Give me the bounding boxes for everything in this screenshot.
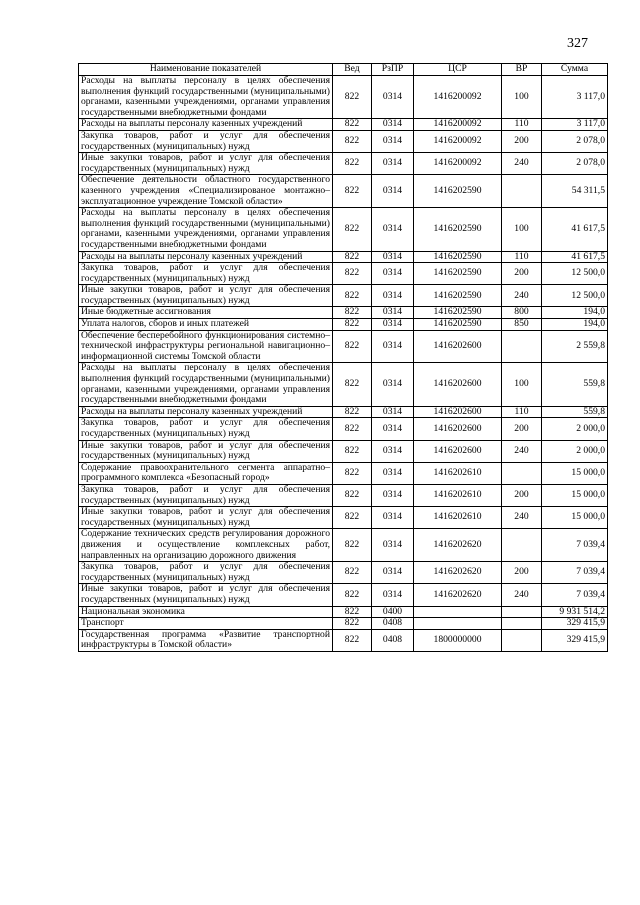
row-name: Расходы на выплаты персоналу в целях обеспечения выполнения функций государственными (муниципальными) органами, казенными учреждениями, органами управления государственными внебюджетными фондами [79,363,333,406]
table-row [79,285,608,307]
row-name: Иные закупки товаров, работ и услуг для обеспечения государственных (муниципальных) нужд [79,440,333,462]
row-ved: 822 [333,119,372,131]
row-csr: 1416202620 [414,584,502,606]
table-body [79,76,608,652]
row-csr: 1416202590 [414,251,502,263]
row-vr: 240 [502,153,542,175]
row-sum: 3 117,0 [542,76,608,119]
row-name: Закупка товаров, работ и услуг для обеспечения государственных (муниципальных) нужд [79,418,333,440]
row-ved: 822 [333,618,372,630]
row-vr [502,629,542,651]
row-sum: 2 078,0 [542,153,608,175]
table-row [79,584,608,606]
row-csr: 1416202590 [414,208,502,251]
row-name: Обеспечение бесперебойного функционирования системно–технической инфраструктуры региональной навигационно–информационной системы Томской области [79,330,333,363]
row-vr: 200 [502,418,542,440]
table-row [79,175,608,208]
table-row [79,76,608,119]
row-sum: 329 415,9 [542,618,608,630]
row-name: Государственная программа «Развитие транспортной инфраструктуры в Томской области» [79,629,333,651]
row-csr: 1416200092 [414,76,502,119]
row-sum: 2 000,0 [542,440,608,462]
row-sum: 2 078,0 [542,130,608,152]
row-ved: 822 [333,285,372,307]
table-row [79,440,608,462]
table-row [79,462,608,484]
row-csr: 1416202620 [414,529,502,562]
row-name: Расходы на выплаты персоналу казенных учреждений [79,251,333,263]
row-sum: 7 039,4 [542,529,608,562]
row-csr: 1416202610 [414,507,502,529]
row-ved: 822 [333,363,372,406]
table-row [79,529,608,562]
row-ved: 822 [333,606,372,618]
row-rzpr: 0314 [372,462,414,484]
row-name: Транспорт [79,618,333,630]
row-rzpr: 0314 [372,440,414,462]
row-rzpr: 0400 [372,606,414,618]
row-vr: 200 [502,130,542,152]
budget-table [78,63,608,652]
table-row [79,418,608,440]
row-vr [502,529,542,562]
row-rzpr: 0314 [372,418,414,440]
row-rzpr: 0314 [372,406,414,418]
row-vr [502,606,542,618]
table-row [79,208,608,251]
row-rzpr: 0314 [372,119,414,131]
row-vr: 800 [502,307,542,319]
row-rzpr: 0314 [372,330,414,363]
row-sum: 15 000,0 [542,484,608,506]
row-ved: 822 [333,251,372,263]
row-csr: 1416202610 [414,484,502,506]
row-vr [502,330,542,363]
row-rzpr: 0314 [372,507,414,529]
row-vr: 110 [502,119,542,131]
row-sum: 15 000,0 [542,462,608,484]
row-vr: 240 [502,507,542,529]
row-ved: 822 [333,507,372,529]
row-vr: 100 [502,363,542,406]
row-ved: 822 [333,175,372,208]
row-ved: 822 [333,584,372,606]
row-name: Иные закупки товаров, работ и услуг для обеспечения государственных (муниципальных) нужд [79,153,333,175]
row-ved: 822 [333,307,372,319]
row-ved: 822 [333,130,372,152]
row-ved: 822 [333,440,372,462]
row-sum: 2 000,0 [542,418,608,440]
row-vr: 100 [502,76,542,119]
row-csr [414,606,502,618]
table-row [79,130,608,152]
table-row [79,606,608,618]
row-name: Закупка товаров, работ и услуг для обеспечения государственных (муниципальных) нужд [79,562,333,584]
row-sum: 9 931 514,2 [542,606,608,618]
row-ved: 822 [333,153,372,175]
row-vr: 850 [502,319,542,331]
row-csr: 1416202600 [414,330,502,363]
table-row [79,251,608,263]
table-row [79,618,608,630]
row-csr: 1416202590 [414,307,502,319]
table-row [79,330,608,363]
row-csr: 1416200092 [414,153,502,175]
row-sum: 41 617,5 [542,251,608,263]
table-row [79,507,608,529]
row-csr: 1416202600 [414,418,502,440]
row-ved: 822 [333,76,372,119]
row-csr: 1416202600 [414,363,502,406]
row-vr: 110 [502,406,542,418]
header-sum: Сумма [542,64,608,76]
row-name: Закупка товаров, работ и услуг для обеспечения государственных (муниципальных) нужд [79,263,333,285]
row-name: Расходы на выплаты персоналу казенных учреждений [79,119,333,131]
row-ved: 822 [333,208,372,251]
row-sum: 2 559,8 [542,330,608,363]
row-vr: 200 [502,484,542,506]
row-ved: 822 [333,629,372,651]
table-header-row [79,64,608,76]
row-csr: 1416202590 [414,175,502,208]
row-rzpr: 0314 [372,484,414,506]
row-vr: 200 [502,263,542,285]
row-sum: 15 000,0 [542,507,608,529]
row-rzpr: 0314 [372,529,414,562]
row-sum: 54 311,5 [542,175,608,208]
row-ved: 822 [333,462,372,484]
row-sum: 194,0 [542,319,608,331]
row-name: Расходы на выплаты персоналу казенных учреждений [79,406,333,418]
row-sum: 12 500,0 [542,263,608,285]
header-name: Наименование показателей [79,64,333,76]
row-rzpr: 0314 [372,584,414,606]
row-ved: 822 [333,562,372,584]
header-ved: Вед [333,64,372,76]
row-ved: 822 [333,484,372,506]
row-csr: 1416200092 [414,119,502,131]
row-sum: 12 500,0 [542,285,608,307]
row-csr: 1416202590 [414,285,502,307]
row-rzpr: 0314 [372,153,414,175]
row-name: Уплата налогов, сборов и иных платежей [79,319,333,331]
row-sum: 3 117,0 [542,119,608,131]
row-name: Иные закупки товаров, работ и услуг для обеспечения государственных (муниципальных) нужд [79,507,333,529]
row-rzpr: 0314 [372,76,414,119]
row-csr: 1416202600 [414,440,502,462]
row-ved: 822 [333,406,372,418]
row-rzpr: 0314 [372,208,414,251]
row-rzpr: 0408 [372,618,414,630]
table-row [79,406,608,418]
row-sum: 7 039,4 [542,584,608,606]
row-name: Закупка товаров, работ и услуг для обеспечения государственных (муниципальных) нужд [79,484,333,506]
row-name: Обеспечение деятельности областного государственного казенного учреждения «Специализированое монтажно–эксплуатационное учреждение Томской области» [79,175,333,208]
row-name: Закупка товаров, работ и услуг для обеспечения государственных (муниципальных) нужд [79,130,333,152]
row-csr: 1416200092 [414,130,502,152]
row-rzpr: 0314 [372,319,414,331]
row-rzpr: 0314 [372,285,414,307]
row-name: Содержание технических средств регулирования дорожного движения и осуществление комплексных работ, направленных на организацию дорожного движения [79,529,333,562]
row-vr: 200 [502,562,542,584]
row-sum: 7 039,4 [542,562,608,584]
row-sum: 329 415,9 [542,629,608,651]
row-rzpr: 0314 [372,130,414,152]
table-row [79,484,608,506]
header-vr: ВР [502,64,542,76]
row-ved: 822 [333,529,372,562]
row-name: Расходы на выплаты персоналу в целях обеспечения выполнения функций государственными (муниципальными) органами, казенными учреждениями, органами управления государственными внебюджетными фондами [79,208,333,251]
row-csr: 1416202590 [414,263,502,285]
row-ved: 822 [333,418,372,440]
row-name: Иные бюджетные ассигнования [79,307,333,319]
table-row [79,562,608,584]
row-ved: 822 [333,263,372,285]
row-sum: 559,8 [542,363,608,406]
table-row [79,153,608,175]
row-rzpr: 0314 [372,263,414,285]
row-vr: 240 [502,285,542,307]
row-name: Содержание правоохранительного сегмента аппаратно–программного комплекса «Безопасный город» [79,462,333,484]
row-rzpr: 0314 [372,562,414,584]
row-rzpr: 0314 [372,251,414,263]
row-csr [414,618,502,630]
row-name: Расходы на выплаты персоналу в целях обеспечения выполнения функций государственными (муниципальными) органами, казенными учреждениями, органами управления государственными внебюджетными фондами [79,76,333,119]
row-ved: 822 [333,319,372,331]
row-csr: 1416202620 [414,562,502,584]
row-csr: 1416202600 [414,406,502,418]
table-row [79,307,608,319]
row-csr: 1416202610 [414,462,502,484]
row-sum: 41 617,5 [542,208,608,251]
row-vr: 100 [502,208,542,251]
row-csr: 1800000000 [414,629,502,651]
row-rzpr: 0408 [372,629,414,651]
table-row [79,263,608,285]
row-vr: 240 [502,584,542,606]
row-sum: 559,8 [542,406,608,418]
row-vr [502,618,542,630]
row-vr [502,175,542,208]
row-vr: 240 [502,440,542,462]
row-name: Иные закупки товаров, работ и услуг для обеспечения государственных (муниципальных) нужд [79,285,333,307]
table-row [79,319,608,331]
row-ved: 822 [333,330,372,363]
row-rzpr: 0314 [372,363,414,406]
row-rzpr: 0314 [372,307,414,319]
row-vr [502,462,542,484]
table-row [79,629,608,651]
table-row [79,363,608,406]
page-number: 327 [567,36,588,51]
header-csr: ЦСР [414,64,502,76]
row-sum: 194,0 [542,307,608,319]
row-rzpr: 0314 [372,175,414,208]
row-name: Национальная экономика [79,606,333,618]
row-csr: 1416202590 [414,319,502,331]
table-row [79,119,608,131]
row-vr: 110 [502,251,542,263]
header-rzpr: РзПР [372,64,414,76]
row-name: Иные закупки товаров, работ и услуг для обеспечения государственных (муниципальных) нужд [79,584,333,606]
